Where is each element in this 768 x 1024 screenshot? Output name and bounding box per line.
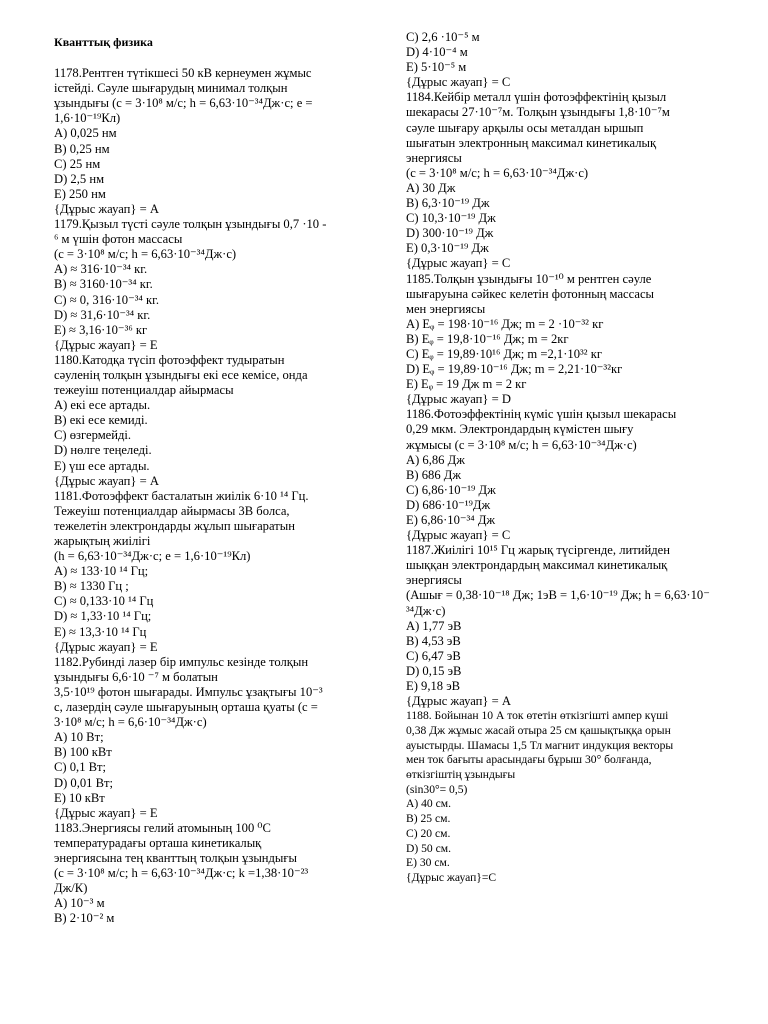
text-line: {Дұрыс жауап} = E [54, 337, 158, 352]
text-line: E) Eᵩ = 19 Дж m = 2 кг [406, 377, 527, 392]
text-line: A) 40 см. [406, 797, 452, 811]
text-line: энергиясы [406, 573, 462, 588]
text-line: E) 6,86·10⁻³⁴ Дж [406, 513, 496, 527]
text-line: шығатын электронның максимал кинетикалық [406, 135, 657, 150]
text-line: E) 10 кВт [54, 790, 105, 805]
text-line: C) 2,6 ·10⁻⁵ м [406, 30, 480, 44]
text-line: тежелетін электрондарды жұлып шығаратын [54, 518, 295, 533]
text-line: B) 100 кВт [54, 745, 112, 760]
text-line: C) ≈ 0,133·10 ¹⁴ Гц [54, 594, 154, 609]
text-line: E) 5·10⁻⁵ м [406, 60, 467, 75]
text-line: ⁶ м үшін фотон массасы [54, 232, 183, 247]
text-line: D) 0,01 Вт; [54, 775, 114, 790]
text-line: {Дұрыс жауап} = E [54, 805, 158, 820]
text-line: сәуленің толқын ұзындығы екі есе кемісе, онда [54, 367, 308, 382]
text-line: D) 50 см. [406, 841, 452, 855]
text-line: D) нөлге теңеледі. [54, 443, 152, 458]
text-line: {Дұрыс жауап} = D [406, 392, 511, 407]
text-line: 0,29 мкм. Электрондардың күмістен шығу [406, 422, 634, 437]
text-line: мен ток бағыты арасындағы бұрыш 30° болғанда, [406, 753, 652, 767]
text-line: тежеуіш потенциалдар айырмасы [54, 383, 234, 398]
text-line: сәуле шығару арқылы осы металдан ыршып [406, 120, 644, 135]
text-line: 1178.Рентген түтікшесі 50 кВ кернеумен жұмыс [54, 66, 312, 81]
text-line: D) 300·10⁻¹⁹ Дж [406, 226, 494, 241]
text-line: жұмысы (с = 3·10⁸ м/с; h = 6,63·10⁻³⁴Дж·с) [406, 437, 637, 452]
text-line: B) 0,25 нм [54, 141, 110, 156]
text-line: A) ≈ 316·10⁻³⁴ кг. [54, 262, 148, 277]
text-line: жарықтың жиілігі [54, 534, 151, 548]
text-line: 1,6·10⁻¹⁹Кл) [54, 111, 121, 126]
text-line: A) ≈ 133·10 ¹⁴ Гц; [54, 564, 149, 579]
text-line: энергиясына тең кванттың толқын ұзындығы [54, 850, 298, 865]
text-line: (с = 3·10⁸ м/с; h = 6,63·10⁻³⁴Дж·с) [54, 247, 237, 262]
text-line: өткізгіштің ұзындығы [406, 768, 516, 782]
text-line: {Дұрыс жауап}=C [406, 870, 497, 884]
text-line: (sin30°= 0,5) [406, 782, 468, 796]
text-line: A) Eᵩ = 198·10⁻¹⁶ Дж; m = 2 ·10⁻³² кг [406, 316, 604, 331]
text-line: D) ≈ 1,33·10 ¹⁴ Гц; [54, 609, 152, 624]
text-line: E) үш есе артады. [54, 458, 150, 473]
text-line: C) 20 см. [406, 826, 451, 840]
text-line: {Дұрыс жауап} = C [406, 256, 511, 271]
text-line: шыққан электрондардың максимал кинетикалық [406, 558, 668, 573]
text-line: ауыстырды. Шамасы 1,5 Тл магнит индукция векторы [406, 738, 674, 752]
text-line: A) 10⁻³ м [54, 896, 105, 911]
page-heading: Кванттық физика [54, 35, 153, 49]
text-line: (с = 3·10⁸ м/с; h = 6,63·10⁻³⁴Дж·с) [406, 165, 589, 180]
text-line: A) 0,025 нм [54, 126, 117, 141]
text-line: C) Eᵩ = 19,89·10¹⁶ Дж; m =2,1·10³² кг [406, 346, 602, 361]
text-line: 1186.Фотоэффектінің күміс үшін қызыл шекарасы [406, 407, 677, 422]
text-line: D) 0,15 эВ [406, 663, 462, 678]
text-line: (Aшығ = 0,38·10⁻¹⁸ Дж; 1эВ = 1,6·10⁻¹⁹ Дж; h = 6,63·10⁻ [406, 588, 710, 603]
text-line: C) өзгермейді. [54, 428, 132, 443]
text-line: 0,38 Дж жұмыс жасай отыра 25 см қашықтыққа орын [406, 723, 671, 737]
text-line: B) 4,53 эВ [406, 633, 461, 648]
text-line: энергиясы [406, 150, 462, 165]
text-line: {Дұрыс жауап} = E [54, 639, 158, 654]
text-line: {Дұрыс жауап} = A [54, 201, 159, 216]
text-line: E) 0,3·10⁻¹⁹ Дж [406, 241, 489, 256]
text-line: Дж/К) [54, 881, 88, 896]
text-line: B) Eᵩ = 19,8·10⁻¹⁶ Дж; m = 2кг [406, 331, 569, 346]
text-line: шығаруына сәйкес келетін фотонның массасы [406, 286, 655, 301]
text-line: E) 9,18 эВ [406, 679, 461, 694]
text-line: D) 2,5 нм [54, 171, 105, 186]
text-line: C) ≈ 0, 316·10⁻³⁴ кг. [54, 292, 160, 307]
text-line: B) екі есе кемиді. [54, 413, 148, 428]
right-column-lines [406, 30, 741, 709]
text-line: температурадағы орташа кинетикалық [54, 835, 262, 850]
text-line: B) ≈ 3160·10⁻³⁴ кг. [54, 277, 153, 292]
text-line: 3,5·10¹⁹ фотон шығарады. Импульс ұзақтығы 10⁻³ [54, 684, 323, 699]
text-line: 1181.Фотоэффект басталатын жиілік 6·10 ¹⁴ Гц. [54, 488, 309, 503]
text-line: 1182.Рубинді лазер бір импульс кезінде толқын [54, 654, 309, 669]
text-line: ұзындығы 6,6·10 ⁻⁷ м болатын [54, 669, 218, 684]
text-line: B) 686 Дж [406, 467, 462, 482]
text-line: D) 4·10⁻⁴ м [406, 45, 468, 60]
text-line: 3·10⁸ м/с; h = 6,6·10⁻³⁴Дж·с) [54, 715, 207, 730]
text-line: C) 0,1 Вт; [54, 760, 107, 775]
text-line: {Дұрыс жауап} = A [406, 694, 511, 709]
text-line: B) 25 см. [406, 812, 451, 826]
text-line: E) ≈ 3,16·10⁻³⁶ кг [54, 322, 148, 337]
text-line: A) 1,77 эВ [406, 618, 462, 633]
text-line: с, лазердің сәуле шығаруының орташа қуаты (с = [54, 700, 318, 715]
text-line: C) 25 нм [54, 156, 101, 171]
text-line: 1185.Толқын ұзындығы 10⁻¹⁰ м рентген сәуле [406, 271, 652, 286]
text-line: B) 6,3·10⁻¹⁹ Дж [406, 196, 490, 211]
text-line: E) 250 нм [54, 186, 106, 201]
text-line: (h = 6,63·10⁻³⁴Дж·с; е = 1,6·10⁻¹⁹Кл) [54, 549, 251, 564]
left-column [54, 30, 389, 926]
text-line: Тежеуіш потенциалдар айырмасы 3В болса, [54, 503, 290, 518]
text-line: A) екі есе артады. [54, 398, 151, 413]
text-line: B) ≈ 1330 Гц ; [54, 579, 129, 594]
text-line: (с = 3·10⁸ м/с; h = 6,63·10⁻³⁴Дж·с; k =1,38·10⁻²³ [54, 866, 309, 881]
text-line: 1188. Бойынан 10 А ток өтетін өткізгішті ампер күші [406, 709, 669, 723]
text-line: {Дұрыс жауап} = C [406, 528, 511, 543]
text-line: 1187.Жиілігі 10¹⁵ Гц жарық түсіргенде, литийден [406, 543, 670, 558]
text-line: 1180.Катодқа түсіп фотоэффект тудыратын [54, 352, 285, 367]
text-line: A) 10 Вт; [54, 730, 104, 745]
text-line: мен энергиясы [406, 301, 486, 316]
text-line: D) 686·10⁻¹⁹Дж [406, 497, 491, 512]
right-column [406, 30, 741, 886]
text-line: C) 6,47 эВ [406, 648, 461, 663]
text-line: істейді. Сәуле шығарудың минимал толқын [54, 81, 288, 96]
text-line: {Дұрыс жауап} = C [406, 75, 511, 90]
text-line: D) Eᵩ = 19,89·10⁻¹⁶ Дж; m = 2,21·10⁻³²кг [406, 362, 623, 377]
text-line: E) 30 см. [406, 856, 450, 870]
text-line: A) 6,86 Дж [406, 452, 465, 467]
text-line: C) 6,86·10⁻¹⁹ Дж [406, 482, 496, 497]
text-line: A) 30 Дж [406, 180, 456, 195]
text-line: 1184.Кейбір металл үшін фотоэффектінің қызыл [406, 90, 667, 105]
text-line: C) 10,3·10⁻¹⁹ Дж [406, 211, 496, 226]
text-line: 1183.Энергиясы гелий атомының 100 ⁰С [54, 820, 271, 835]
text-line: ³⁴Дж·с) [406, 603, 446, 618]
text-line: шекарасы 27·10⁻⁷м. Толқын ұзындығы 1,8·10⁻⁷м [406, 105, 670, 120]
left-column-lines [54, 66, 389, 926]
right-column-small-lines [406, 709, 741, 885]
text-line: {Дұрыс жауап} = A [54, 473, 159, 488]
text-line: B) 2·10⁻² м [54, 911, 115, 926]
text-line: ұзындығы (с = 3·10⁸ м/с; h = 6,63·10⁻³⁴Дж·с; е = [54, 96, 313, 111]
text-line: E) ≈ 13,3·10 ¹⁴ Гц [54, 624, 147, 639]
text-line: D) ≈ 31,6·10⁻³⁴ кг. [54, 307, 151, 322]
text-line: 1179.Қызыл түсті сәуле толқын ұзындығы 0,7 ·10 - [54, 217, 327, 232]
